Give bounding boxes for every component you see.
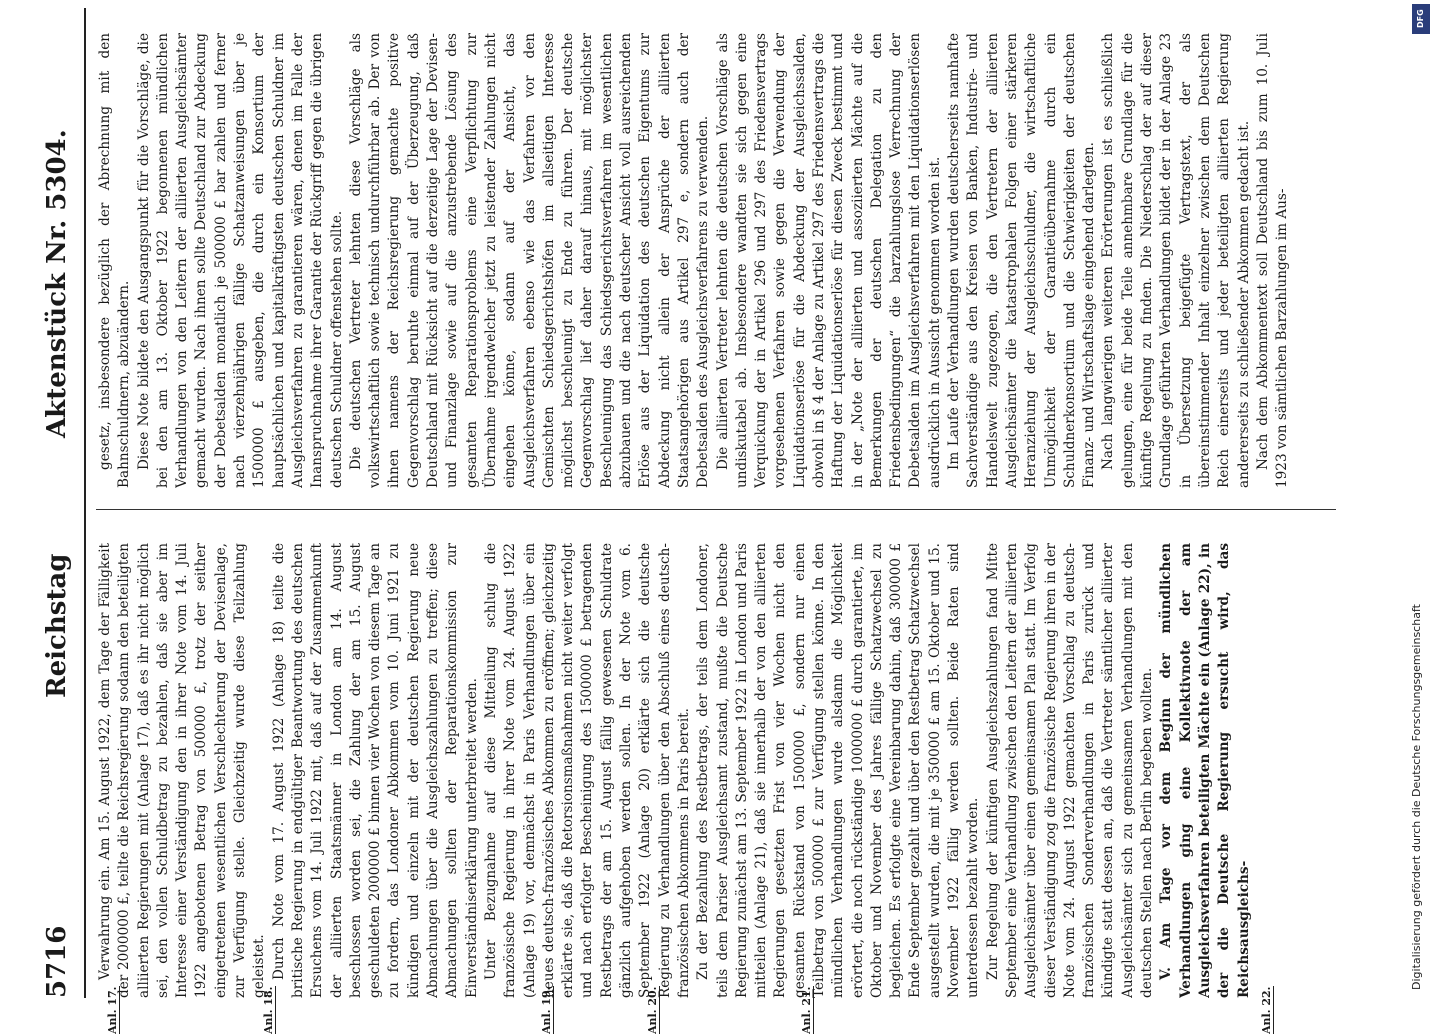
paragraph: Zu der Bezahlung des Restbetrags, der teils dem Londoner, teils dem Pariser Ausgleichsamt zustand, mußte die Deutsche Regierung zunächst am 13. September 1922 in London und Paris mitteilen (Anlage 21), daß sie innerhalb der von den alliierten Regierungen gesetzten Frist von vier Wochen nicht den gesamten Rückstand von 1500000 £, sondern nur einen Teilbetrag von 500000 £ zur Verfügung stellen könne. In den mündlichen Verhandlungen wurde alsdann die Möglichkeit erörtert, die noch rückständige 1000000 £ durch garantierte, im Oktober und November des Jahres fällige Schatzwechsel zu begleichen. Es erfolgte eine Vereinbarung dahin, daß 300000 £ Ende September gezahlt und über den Restbetrag Schatzwechsel ausgestellt wurden, die mit je 350000 £ am 15. Oktober und 15. November 1922 fällig werden sollten. Beide Raten sind unterdessen bezahlt worden.	[695, 543, 982, 998]
paragraph: Im Laufe der Verhandlungen wurden deutscherseits namhafte Sachverständige aus den Kreisen von Banken, Industrie- und Handelswelt zugezogen, die den Vertretern der alliierten Ausgleichsämter die katastrophalen Folgen einer stärkeren Heranziehung der Ausgleichsschuldner, die wirtschaftliche Unmöglichkeit der Garantieübernahme durch ein Schuldnerkonsortium und die Schwierigkeiten der deutschen Finanz- und Wirtschaftslage eingehend darlegten.	[946, 33, 1098, 488]
digitization-footer	[1410, 30, 1430, 990]
paragraph: Zur Regelung der künftigen Ausgleichszahlungen fand Mitte September eine Verhandlung zwischen den Leitern der alliierten Ausgleichsämter über einen gemeinsamen Plan statt. Im Verfolg dieser Verständigung zog die französische Regierung ihren in der Note vom 24. August 1922 gemachten Vorschlag zu deutsch-französischen Sonderverhandlungen in Paris zurück und kündigte statt dessen an, daß die Vertreter sämtlicher alliierter Ausgleichsämter sich zu gemeinsamen Verhandlungen mit den deutschen Stellen nach Berlin begeben wollten.	[984, 543, 1156, 998]
paragraph: Die deutschen Vertreter lehnten diese Vorschläge als volkswirtschaftlich sowie technisch undurchführbar ab. Der von ihnen namens der Reichsregierung gemachte positive Gegenvorschlag beruhte einmal auf der Überzeugung, daß Deutschland mit Rücksicht auf die derzeitige Lage der Devisen- und Finanzlage sowie auf die anzustrebende Lösung des gesamten Reparationsproblems eine Verpflichtung zur Übernahme irgendwelcher jetzt zu leistender Zahlungen nicht eingehen könne, sodann auf der Ansicht, das Ausgleichsverfahren ebenso wie das Verfahren vor den Gemischten Schiedsgerichtshöfen im allseitigen Interesse möglichst beschleunigt zu Ende zu führen. Der deutsche Gegenvorschlag lief daher darauf hinaus, mit möglichster Beschleunigung das Schiedsgerichtsverfahren im wesentlichen abzubauen und die nach deutscher Ansicht voll ausreichenden Erlöse aus der Liquidation des deutschen Eigentums zur Abdeckung nicht allein der Ansprüche der alliierten Staatsangehörigen aus Artikel 297 e, sondern auch der Debetsalden des Ausgleichsverfahrens zu verwenden.	[347, 33, 712, 488]
running-head	[40, 8, 80, 998]
margin-note-anl20: Anl. 20.	[646, 986, 659, 1034]
header-center: Reichstag	[42, 553, 72, 698]
column-divider	[96, 509, 1336, 510]
margin-note-anl17: Anl. 17.	[106, 986, 119, 1034]
paragraph: V. Am Tage vor dem Beginn der mündlichen Verhandlungen ging eine Kollektivnote der am Ausgleichsverfahren beteiligten Mächte ein (Anlage 22), in der die Deutsche Regierung ersucht wird, das Reichsausgleichs-	[1158, 543, 1252, 998]
margin-note-anl21: Anl. 21.	[800, 986, 813, 1034]
document-title: Aktenstück Nr. 5304.	[42, 129, 72, 438]
margin-note-anl19: Anl. 19.	[540, 986, 553, 1034]
paragraph: Verwahrung ein. Am 15. August 1922, dem Tage der Fälligkeit der 2000000 £, teilte die Reichsregierung sodann den beteiligten alliierten Regierungen mit (Anlage 17), daß es ihr nicht möglich sei, den vollen Schuldbetrag zu bezahlen, daß sie aber im Interesse einer Verständigung den in ihrer Note vom 14. Juli 1922 angebotenen Betrag von 500000 £, trotz der seither eingetretenen wesentlichen Verschlechterung der Devisenlage, zur Verfügung stelle. Gleichzeitig wurde diese Teilzahlung geleistet.	[97, 543, 268, 998]
page-number: 5716	[42, 925, 72, 998]
rotated-page	[40, 8, 1370, 1034]
paragraph: Unter Bezugnahme auf diese Mitteilung schlug die französische Regierung in ihrer Note vom 24. August 1922 (Anlage 19) vor, demnächst in Paris Verhandlungen über ein neues deutsch-französisches Abkommen zu eröffnen; gleichzeitig erklärte sie, daß die Retorsionsmaßnahmen nicht weiter verfolgt und nach erfolgter Bescheinigung des 1500000 £ betragenden Restbetrags der am 15. August fällig gewesenen Schuldrate gänzlich aufgehoben werden sollen. In der Note vom 6. September 1922 (Anlage 20) erklärte sich die deutsche Regierung zu Verhandlungen über den Abschluß eines deutsch-französischen Abkommens in Paris bereit.	[482, 543, 692, 998]
digitization-note: Digitalisierung gefördert durch die Deutsche Forschungsgemeinschaft	[1410, 604, 1423, 990]
paragraph: Nach langwierigen weiteren Erörterungen ist es schließlich gelungen, eine für beide Teile annehmbare Grundlage für die künftige Regelung zu finden. Die Niederschlag der auf dieser Grundlage geführten Verhandlungen bildet der in der Anlage 23 in Übersetzung beigefügte Vertragstext, der als übereinstimmender Inhalt einzelner zwischen dem Deutschen Reich einerseits und jeder beteiligten alliierten Regierung andererseits zu schließender Abkommen gedacht ist.	[1100, 33, 1252, 488]
dfg-logo: DFG	[1412, 4, 1430, 34]
margin-note-anl22: Anl. 22.	[1260, 986, 1273, 1034]
paragraph: Diese Note bildete den Ausgangspunkt für die Vorschläge, die bei den am 13. Oktober 1922 begonnenen mündlichen Verhandlungen von den Leitern der alliierten Ausgleichsämter gemacht wurden. Nach ihnen sollte Deutschland zur Abdeckung der Debetsalden monatlich je 500000 £ bar zahlen und ferner nach vierzehnjährigen fällige Schatzanweisungen über je 1500000 £ ausgeben, die durch ein Konsortium der hauptsächlichen und kapitalkräftigsten deutschen Schuldner im Ausgleichsverfahren zu garantieren wären, denen im Falle der Inanspruchnahme ihrer Garantie der Rückgriff gegen die übrigen deutschen Schuldner offenstehen sollte.	[135, 33, 345, 488]
paragraph: Durch Note vom 17. August 1922 (Anlage 18) teilte die britische Regierung in endgültiger Beantwortung des deutschen Ersuchens vom 14. Juli 1922 mit, daß auf der Zusammenkunft der alliierten Staatsmänner in London am 14. August beschlossen worden sei, die Zahlung der am 15. August geschuldeten 2000000 £ binnen vier Wochen von diesem Tage an zu fordern, das Londoner Abkommen vom 10. Juni 1921 zu kündigen und einzeln mit der deutschen Regierung neue Abmachungen über die Ausgleichszahlungen zu treffen; diese Abmachungen sollten der Reparationskommission zur Einverständniserklärung unterbreitet werden.	[270, 543, 480, 998]
right-column	[96, 33, 1356, 488]
paragraph: Die alliierten Vertreter lehnten die deutschen Vorschläge als undiskutabel ab. Insbesondere wandten sie sich gegen eine Verquickung der in Artikel 296 und 297 des Friedensvertrags vorgesehenen Verfahren sowie gegen die Verwendung der Liquidationserlöse für die Abdeckung der Ausgleichssalden, obwohl in § 4 der Anlage zu Artikel 297 des Friedensvertrags die Haftung der Liquidationserlöse für diesen Zweck bestimmt und in der „Note der alliierten und assoziierten Mächte auf die Bemerkungen der deutschen Delegation zu den Friedensbedingungen“ die barzahlungslose Verrechnung der Debetsalden im Ausgleichsverfahren mit den Liquidationserlösen ausdrücklich in Aussicht genommen worden ist.	[714, 33, 943, 488]
paragraph: Nach dem Abkommentext soll Deutschland bis zum 10. Juli 1923 von sämtlichen Barzahlungen im Aus-	[1254, 33, 1291, 488]
header-rule	[84, 8, 86, 998]
margin-note-anl18: Anl. 18.	[262, 986, 275, 1034]
left-column	[96, 543, 1356, 998]
paragraph: gesetz, insbesondere bezüglich der Abrechnung mit den Bahnschuldnern, abzuändern.	[97, 33, 133, 488]
